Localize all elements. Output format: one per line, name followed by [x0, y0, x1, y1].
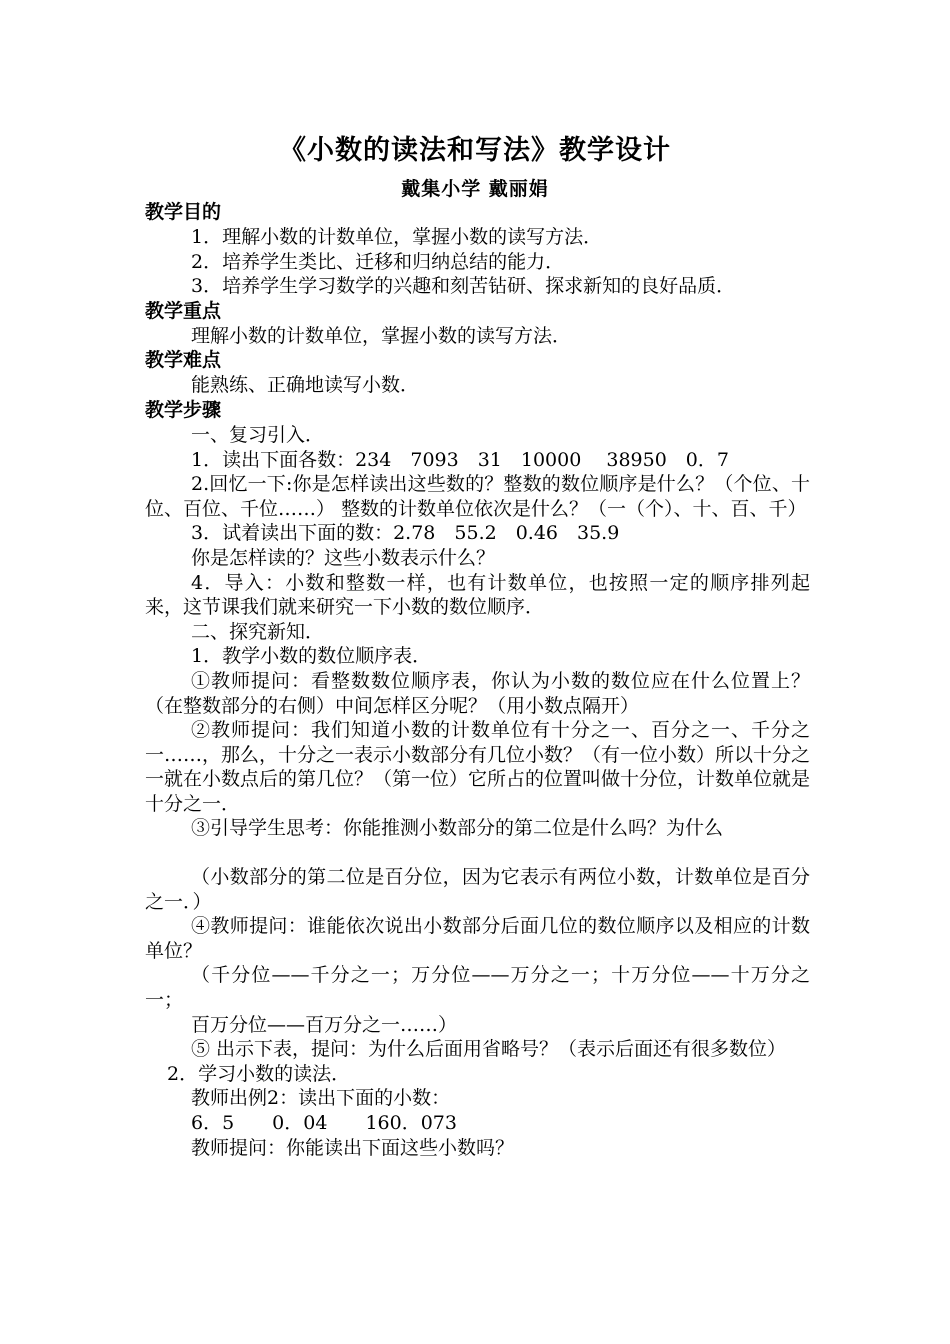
section-heading-difficulty: 教学难点 [145, 349, 222, 372]
step-paragraph: 你是怎样读的？这些小数表示什么？ [191, 546, 496, 569]
blank-line [145, 841, 810, 865]
step-paragraph: 教师出例2：读出下面的小数： [191, 1087, 451, 1110]
step-paragraph: ④教师提问：谁能依次说出小数部分后面几位的数位顺序以及相应的计数单位？ [145, 915, 810, 962]
document-body [145, 200, 810, 1160]
goal-item: 2．培养学生类比、迁移和归纳总结的能力． [191, 250, 565, 273]
difficulty-point: 能熟练、正确地读写小数． [191, 374, 420, 397]
author-line: 戴集小学 戴丽娟 [401, 178, 549, 200]
section-heading-steps: 教学步骤 [145, 398, 222, 421]
step-paragraph: （千分位——千分之一；万分位——万分之一；十万分位——十万分之一； [145, 964, 810, 1012]
key-point: 理解小数的计数单位，掌握小数的读写方法． [191, 324, 572, 347]
step-paragraph: 教师提问：你能读出下面这些小数吗？ [191, 1136, 515, 1159]
step-paragraph: 百万分位——百万分之一……） [191, 1013, 458, 1036]
step-paragraph: 二、探究新知． [191, 620, 325, 643]
step-paragraph: 2．学习小数的读法． [167, 1062, 351, 1085]
step-paragraph: 4．导入：小数和整数一样，也有计数单位，也按照一定的顺序排列起来，这节课我们就来研究一下小数的数位顺序． [145, 571, 810, 619]
goal-item: 3．培养学生学习数学的兴趣和刻苦钻研、探求新知的良好品质． [191, 275, 736, 298]
step-paragraph: ①教师提问：看整数数位顺序表，你认为小数的数位应在什么位置上？（在整数部分的右侧）中间怎样区分呢？（用小数点隔开） [145, 669, 810, 717]
step-paragraph: 1．教学小数的数位顺序表． [191, 645, 432, 668]
step-paragraph: 6．5 0．04 160．073 [191, 1112, 457, 1134]
step-paragraph: ⑤ 出示下表，提问：为什么后面用省略号？（表示后面还有很多数位） [191, 1038, 787, 1061]
step-paragraph: ②教师提问：我们知道小数的计数单位有十分之一、百分之一、千分之一……，那么，十分之一表示小数部分有几位小数？（有一位小数）所以十分之一就在小数点后的第几位？（第一位）它所占的位置叫做十分位，计数单位就是十分之一． [145, 719, 811, 815]
step-paragraph: 2.回忆一下:你是怎样读出这些数的？整数的数位顺序是什么？（个位、十位、百位、千位……） 整数的计数单位依次是什么？（一（个）、十、百、千） [145, 473, 810, 520]
step-paragraph: 一、复习引入． [191, 423, 325, 446]
step-paragraph: （小数部分的第二位是百分位，因为它表示有两位小数，计数单位是百分之一．） [145, 866, 810, 913]
goal-item: 1．理解小数的计数单位，掌握小数的读写方法． [191, 226, 603, 248]
step-paragraph: ③引导学生思考：你能推测小数部分的第二位是什么吗？为什么 [191, 817, 724, 840]
step-paragraph: 1．读出下面各数：234 7093 31 10000 38950 0．7 [191, 448, 729, 471]
step-paragraph: 3．试着读出下面的数：2.78 55.2 0.46 35.9 [191, 522, 620, 545]
section-heading-key: 教学重点 [145, 299, 222, 322]
section-heading-goals: 教学目的 [145, 201, 222, 223]
document-title: 《小数的读法和写法》教学设计 [279, 135, 671, 166]
